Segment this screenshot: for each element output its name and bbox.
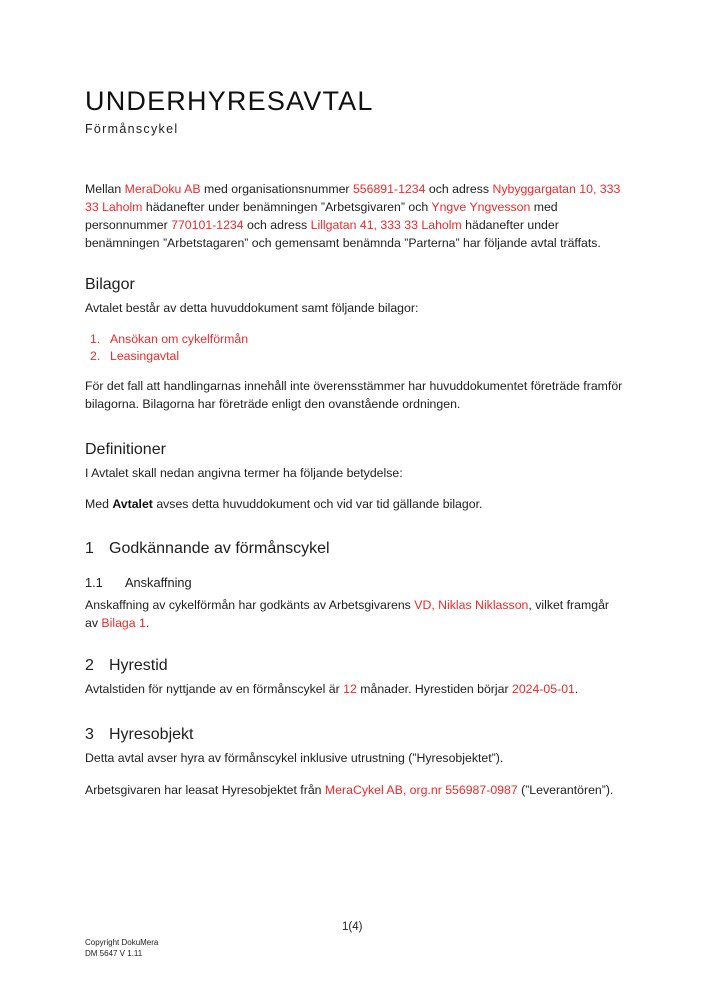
months-field: 12 <box>343 682 357 696</box>
defined-term: Avtalet <box>112 497 153 511</box>
version-text: DM 5647 V 1.11 <box>85 949 143 958</box>
hyrestid-paragraph <box>85 680 625 698</box>
employer-name-field: MeraDoku AB <box>124 182 201 196</box>
bilaga-item <box>85 348 248 365</box>
section-number: 1.1 <box>85 575 103 590</box>
text: med organisationsnummer <box>200 182 353 196</box>
section-number: 1 <box>85 540 94 557</box>
employer-address-field: Nybyggargatan 10, 333 33 Laholm <box>85 182 621 214</box>
list-number: 1. <box>90 332 101 346</box>
text: och adress <box>425 182 493 196</box>
text: hädanefter under benämningen ”Arbetstagaren” och gemensamt benämnda ”Parterna” har följande avtal träffats. <box>85 218 601 250</box>
bilaga-ref-field: Bilaga 1 <box>101 616 146 630</box>
anskaffning-paragraph <box>85 596 625 632</box>
definitioner-intro: I Avtalet skall nedan angivna termer ha följande betydelse: <box>85 466 403 480</box>
employee-name-field: Yngve Yngvesson <box>431 200 531 214</box>
bilagor-heading: Bilagor <box>85 276 135 293</box>
bilaga-item <box>85 331 248 348</box>
bilagor-list <box>85 331 248 365</box>
text: Mellan <box>85 182 125 196</box>
document-title: UNDERHYRESAVTAL <box>85 86 374 116</box>
approver-field: VD, Niklas Niklasson <box>414 598 529 612</box>
section-title: Hyrestid <box>109 657 168 674</box>
section-1-heading <box>85 540 330 558</box>
definition-avtalet <box>85 495 625 513</box>
section-title: Godkännande av förmånscykel <box>109 540 330 557</box>
employer-orgnr-field: 556891-1234 <box>352 182 426 196</box>
section-title: Hyresobjekt <box>109 726 194 743</box>
section-number: 3 <box>85 726 94 743</box>
precedence-paragraph: För det fall att handlingarnas innehåll inte överensstämmer har huvuddokumentet företräde framför bilagorna. Bilagorna har företräde enligt den ovanstående ordningen. <box>85 379 623 411</box>
supplier-field: MeraCykel AB, org.nr 556987-0987 <box>324 783 518 797</box>
text: Avtalstiden för nyttjande av en förmånscykel är <box>85 682 344 696</box>
document-subtitle: Förmånscykel <box>85 122 179 136</box>
leverantor-paragraph <box>85 781 645 799</box>
text: hädanefter under benämningen ”Arbetsgivaren” och <box>142 200 432 214</box>
text: Arbetsgivaren har leasat Hyresobjektet från <box>85 783 325 797</box>
text: . <box>574 682 579 696</box>
text: månader. Hyrestiden börjar <box>356 682 512 696</box>
intro-paragraph <box>85 180 625 252</box>
section-title: Anskaffning <box>125 575 192 590</box>
text: med personnummer <box>85 200 558 232</box>
bilaga-label: Leasingavtal <box>110 349 180 363</box>
footer-copyright <box>85 937 158 959</box>
text: . <box>145 616 150 630</box>
section-2-heading <box>85 657 168 675</box>
text: (”Leverantören”). <box>517 783 614 797</box>
section-3-heading <box>85 726 193 744</box>
text: , vilket framgår av <box>85 598 610 630</box>
employee-pnr-field: 770101-1234 <box>171 218 244 232</box>
hyresobjekt-paragraph: Detta avtal avser hyra av förmånscykel inklusive utrustning (”Hyresobjektet”). <box>85 751 504 765</box>
page-number: 1(4) <box>342 921 363 933</box>
text: och adress <box>243 218 311 232</box>
list-number: 2. <box>90 349 101 363</box>
bilaga-label: Ansökan om cykelförmån <box>110 332 249 346</box>
section-number: 2 <box>85 657 94 674</box>
start-date-field: 2024-05-01 <box>511 682 575 696</box>
definitioner-heading: Definitioner <box>85 441 166 458</box>
section-1-1-heading <box>85 575 192 590</box>
bilagor-intro: Avtalet består av detta huvuddokument samt följande bilagor: <box>85 301 419 315</box>
employee-address-field: Lillgatan 41, 333 33 Laholm <box>310 218 462 232</box>
text: Anskaffning av cykelförmån har godkänts av Arbetsgivarens <box>85 598 415 612</box>
text: Med <box>85 497 113 511</box>
copyright-text: Copyright DokuMera <box>85 938 159 947</box>
text: avses detta huvuddokument och vid var tid gällande bilagor. <box>152 497 483 511</box>
